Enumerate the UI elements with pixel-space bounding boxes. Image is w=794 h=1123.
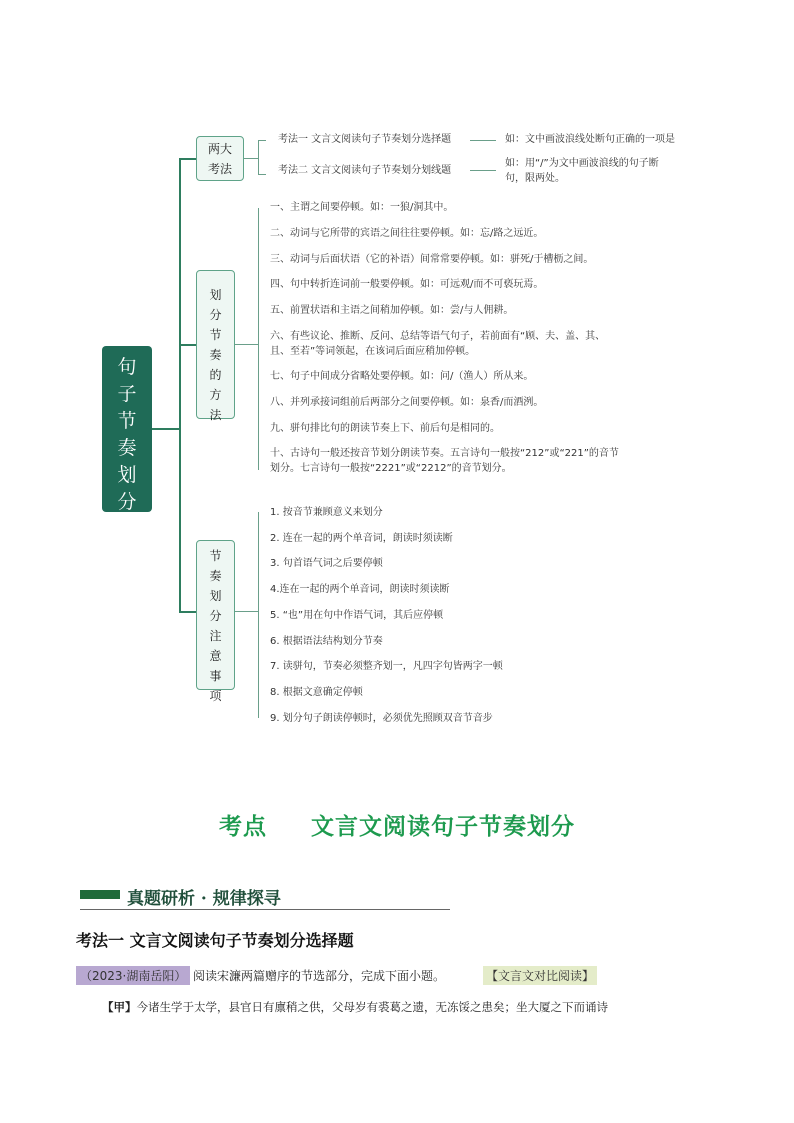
list-item: 二、动词与它所带的宾语之间往往要停顿。如：忘/路之远近。 <box>270 228 544 239</box>
list-item-note: 如：文中画波浪线处断句正确的一项是 <box>505 134 675 145</box>
section-bar-icon <box>80 890 120 899</box>
source-tag: （2023·湖南岳阳） <box>76 966 190 985</box>
list-item: 4.连在一起的两个单音词，朗读时须读断 <box>270 584 450 595</box>
list-item: 十、古诗句一般还按音节划分朗读节奏。五言诗句一般按“212”或“221”的音节划分。七言诗句一般按“2221”或“2212”的音节划分。 <box>270 448 619 474</box>
list-item: 三、动词与后面状语（它的补语）间常常要停顿。如：骈死/于槽枥之间。 <box>270 254 594 265</box>
cat2-connector <box>235 344 258 345</box>
passage-label: 【甲】 <box>102 1000 137 1014</box>
section-title: 真题研析 · 规律探寻 <box>127 889 281 909</box>
question-type-tag: 【文言文对比阅读】 <box>483 966 597 985</box>
page-title <box>0 808 794 841</box>
passage <box>102 999 608 1015</box>
branch-line-1 <box>179 158 196 160</box>
list-item: 3. 句首语气词之后要停顿 <box>270 558 383 569</box>
mindmap-root <box>102 346 152 512</box>
list-item: 一、主谓之间要停顿。如：一狼/洞其中。 <box>270 202 454 213</box>
method-title: 考法一 文言文阅读句子节奏划分选择题 <box>76 931 354 950</box>
section-divider <box>80 909 450 910</box>
category-label: 划分节奏的方法 <box>209 288 222 422</box>
question-instruction: 阅读宋濂两篇赠序的节选部分，完成下面小题。 <box>193 969 446 983</box>
list-item: 1. 按音节兼顾意义来划分 <box>270 507 383 518</box>
list-item: 七、句子中间成分省略处要停顿。如：问/（渔人）所从来。 <box>270 371 534 382</box>
cat1-dash-1 <box>470 140 496 141</box>
list-item-note: 如：用“/”为文中画波浪线的句子断句，限两处。 <box>505 158 659 184</box>
category-notes <box>196 540 235 703</box>
cat3-connector <box>235 611 258 612</box>
list-item: 八、并列承接词组前后两部分之间要停顿。如：泉香/而酒洌。 <box>270 397 544 408</box>
branch-line-2 <box>179 344 196 346</box>
title-topic: 文言文阅读句子节奏划分 <box>311 814 576 840</box>
list-item: 六、有些议论、推断、反问、总结等语气句子，若前面有“顾、夫、盖、其、且、至若”等词领起，在该词后面应稍加停顿。 <box>270 331 606 357</box>
list-item: 考法一 文言文阅读句子节奏划分选择题 <box>278 134 452 145</box>
list-item: 7. 读骈句，节奏必须整齐划一，凡四字句皆两字一顿 <box>270 661 503 672</box>
list-item: 2. 连在一起的两个单音词，朗读时须读断 <box>270 533 453 544</box>
root-label: 句子节奏划分 <box>117 356 137 513</box>
category-two-methods <box>196 136 244 181</box>
list-item: 考法二 文言文阅读句子节奏划分划线题 <box>278 165 452 176</box>
list-item: 6. 根据语法结构划分节奏 <box>270 636 383 647</box>
trunk-line <box>179 158 181 612</box>
title-kaodian: 考点 <box>218 814 267 840</box>
list-item: 8. 根据文意确定停顿 <box>270 687 363 698</box>
list-item: 9. 划分句子朗读停顿时，必须优先照顾双音节音步 <box>270 713 493 724</box>
cat1-tick-2 <box>258 174 266 175</box>
list-item: 5. “也”用在句中作语气词，其后应停顿 <box>270 610 444 621</box>
list-item: 九、骈句排比句的朗读节奏上下、前后句是相同的。 <box>270 423 500 434</box>
cat2-bracket <box>258 208 259 470</box>
branch-line-3 <box>179 611 196 613</box>
category-label: 两大考法 <box>207 142 232 176</box>
category-division-methods <box>196 270 235 422</box>
list-item: 五、前置状语和主语之间稍加停顿。如：尝/与人佣耕。 <box>270 305 514 316</box>
cat3-bracket <box>258 512 259 718</box>
root-connector <box>152 428 179 430</box>
list-item: 四、句中转折连词前一般要停顿。如：可远观/而不可亵玩焉。 <box>270 279 544 290</box>
cat1-dash-2 <box>470 170 496 171</box>
cat1-connector <box>244 158 258 159</box>
cat1-tick-1 <box>258 140 266 141</box>
category-label: 节奏划分注意事项 <box>209 549 222 703</box>
passage-text: 今诸生学于太学，县官日有廪稍之供，父母岁有裘葛之遗，无冻馁之患矣；坐大厦之下而诵诗 <box>136 1000 608 1014</box>
cat1-bracket <box>258 140 259 174</box>
